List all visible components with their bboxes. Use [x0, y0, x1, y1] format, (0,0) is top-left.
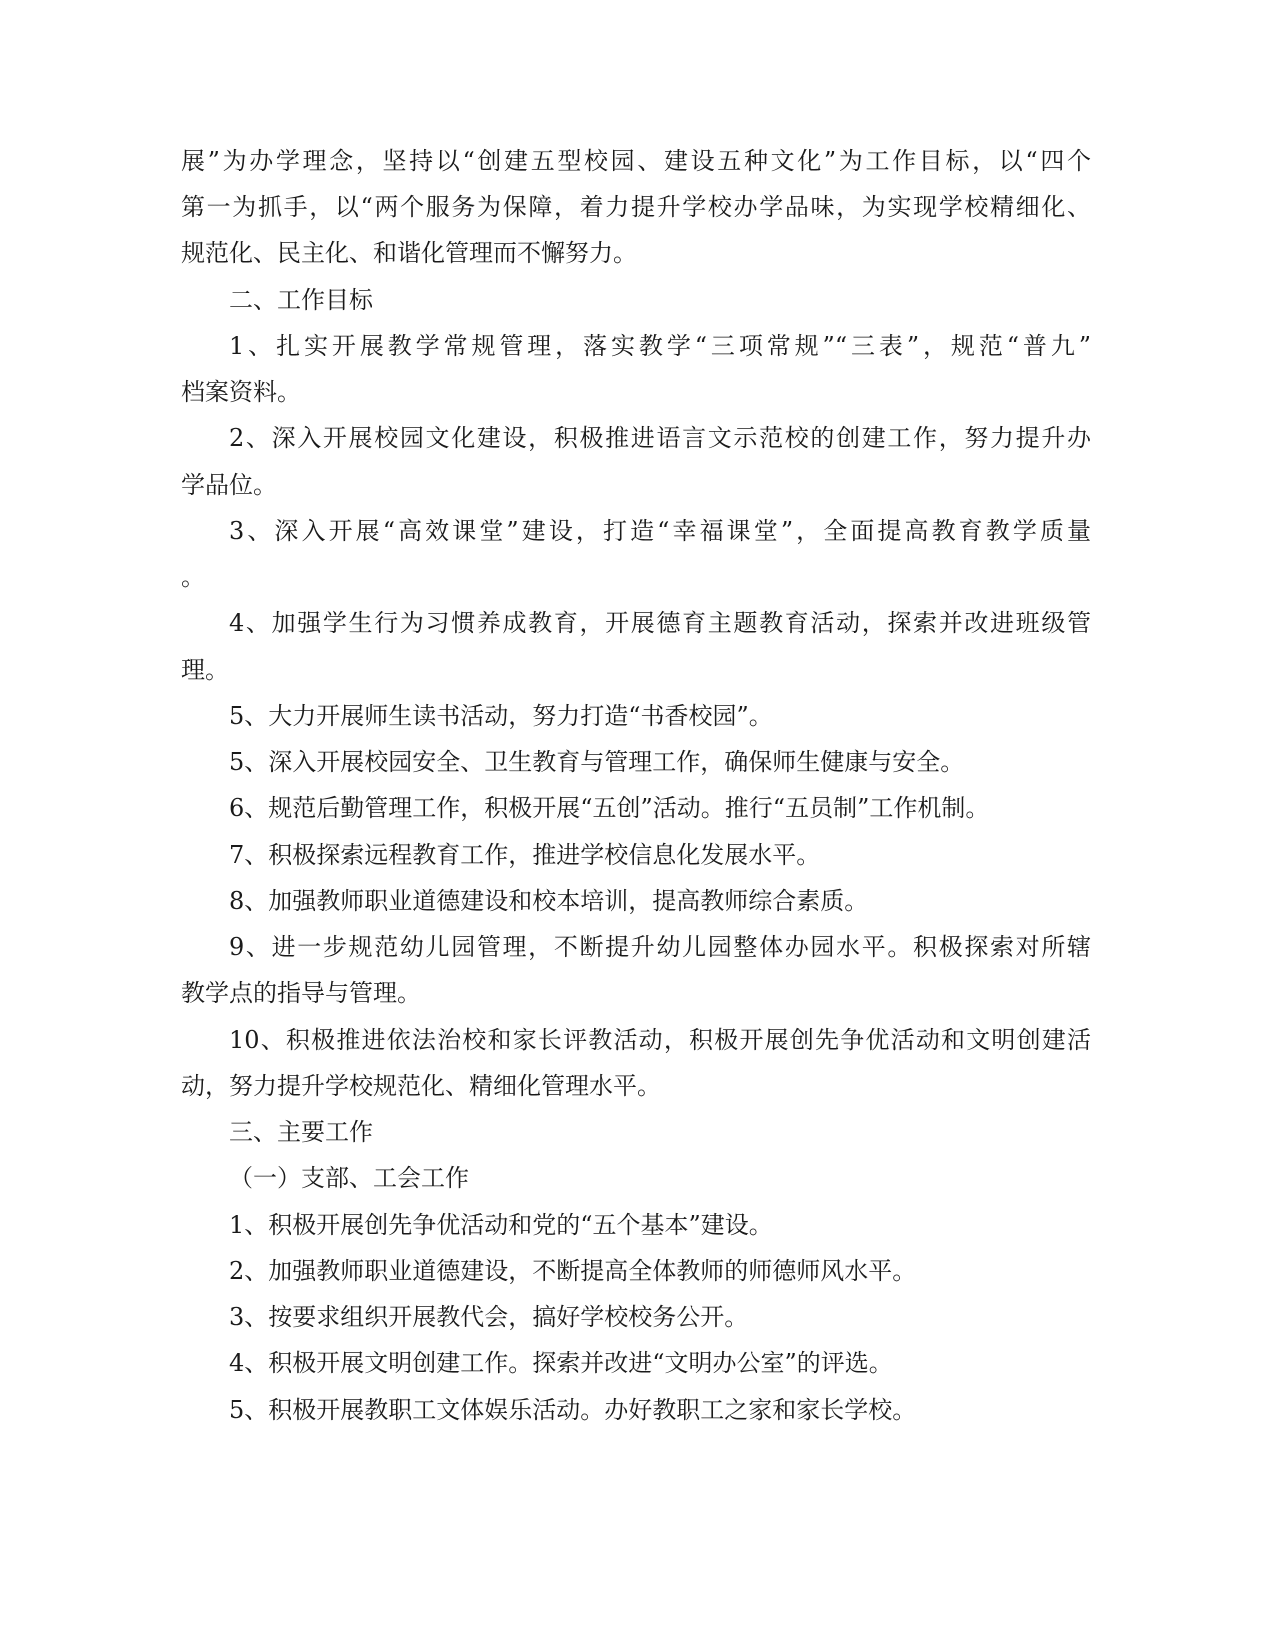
list-item-line: 4、积极开展文明创建工作。探索并改进“文明办公室”的评选。 [229, 1349, 893, 1377]
subsection-heading: （一）支部、工会工作 [229, 1164, 469, 1192]
list-item-line: 6、规范后勤管理工作，积极开展“五创”活动。推行“五员制”工作机制。 [229, 794, 990, 822]
section-heading: 二、工作目标 [229, 286, 373, 314]
list-item-line: 5、大力开展师生读书活动，努力打造“书香校园”。 [229, 702, 773, 730]
list-item-line: 1、扎实开展教学常规管理，落实教学“三项常规”“三表”，规范“普九” [229, 332, 1091, 360]
list-item-line: 10、积极推进依法治校和家长评教活动，积极开展创先争优活动和文明创建活 [229, 1026, 1091, 1054]
paragraph-line: 第一为抓手，以“两个服务为保障，着力提升学校办学品味，为实现学校精细化、 [181, 193, 1091, 221]
list-item-line: 档案资料。 [181, 378, 301, 406]
list-item-line: 动，努力提升学校规范化、精细化管理水平。 [181, 1072, 661, 1100]
section-heading: 三、主要工作 [229, 1118, 373, 1146]
list-item-line: 。 [181, 563, 205, 591]
list-item-line: 4、加强学生行为习惯养成教育，开展德育主题教育活动，探索并改进班级管 [229, 609, 1091, 637]
list-item-line: 教学点的指导与管理。 [181, 979, 421, 1007]
list-item-line: 9、进一步规范幼儿园管理，不断提升幼儿园整体办园水平。积极探索对所辖 [229, 933, 1091, 961]
list-item-line: 3、按要求组织开展教代会，搞好学校校务公开。 [229, 1303, 749, 1331]
paragraph-line: 展”为办学理念，坚持以“创建五型校园、建设五种文化”为工作目标，以“四个 [181, 147, 1091, 175]
list-item-line: 1、积极开展创先争优活动和党的“五个基本”建设。 [229, 1211, 773, 1239]
list-item-line: 2、加强教师职业道德建设，不断提高全体教师的师德师风水平。 [229, 1257, 917, 1285]
list-item-line: 理。 [181, 656, 229, 684]
paragraph-line: 规范化、民主化、和谐化管理而不懈努力。 [181, 239, 637, 267]
list-item-line: 8、加强教师职业道德建设和校本培训，提高教师综合素质。 [229, 887, 869, 915]
list-item-line: 学品位。 [181, 471, 277, 499]
list-item-line: 3、深入开展“高效课堂”建设，打造“幸福课堂”，全面提高教育教学质量 [229, 517, 1091, 545]
list-item-line: 2、深入开展校园文化建设，积极推进语言文示范校的创建工作，努力提升办 [229, 424, 1091, 452]
list-item-line: 5、深入开展校园安全、卫生教育与管理工作，确保师生健康与安全。 [229, 748, 965, 776]
list-item-line: 7、积极探索远程教育工作，推进学校信息化发展水平。 [229, 841, 821, 869]
list-item-line: 5、积极开展教职工文体娱乐活动。办好教职工之家和家长学校。 [229, 1396, 917, 1424]
